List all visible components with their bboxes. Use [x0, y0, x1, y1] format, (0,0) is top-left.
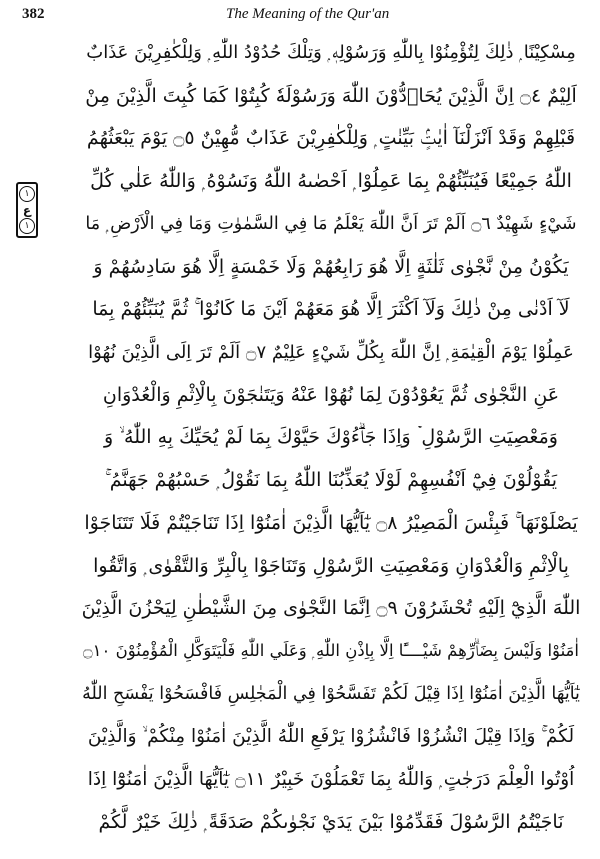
- marker-bottom: ١: [19, 218, 35, 234]
- marker-top: ١: [19, 186, 35, 202]
- text-line: يَقُوْلُوْنَ فِيْٓ اَنْفُسِهِمْ لَوْلَا يُعَذِّبُنَا اللّٰهُ بِمَا نَقُوْلُ ۭ حَسْبُهُمْ جَهَنَّمُ ۚ: [104, 469, 558, 492]
- text-line: قَبْلِهِمْ وَقَدْ اَنْزَلْنَآ اٰيٰتٍۢ بَيِّنٰتٍ ۭ وَلِلْكٰفِرِيْنَ عَذَابٌ مُّهِيْنٌ ۝٥ يَوْمَ يَبْعَثُهُمُ: [86, 127, 576, 150]
- text-line: عَنِ النَّجْوٰى ثُمَّ يَعُوْدُوْنَ لِمَا نُهُوْا عَنْهُ وَيَتَنٰجَوْنَ بِالْاِثْمِ وَالْعُدْوَانِ: [102, 383, 560, 406]
- text-line: اٰمَنُوْا وَلَيْسَ بِضَاۗرِّهِمْ شَيْــــًٔا اِلَّا بِاِذْنِ اللّٰهِ ۭ وَعَلَي اللّٰهِ فَلْيَتَوَكَّلِ الْمُؤْمِنُوْنَ ۝١٠: [83, 641, 579, 661]
- text-line: بِالْاِثْمِ وَالْعُدْوَانِ وَمَعْصِيَتِ الرَّسُوْلِ وَتَنَاجَوْا بِالْبِرِّ وَالتَّقْوٰى ۭ وَاتَّقُوا: [93, 554, 569, 577]
- page-number: 382: [22, 6, 45, 22]
- text-line: شَيْءٍ شَهِيْدٌ ۝٦ اَلَمْ تَرَ اَنَّ اللّٰهَ يَعْلَمُ مَا فِي السَّمٰوٰتِ وَمَا فِي الْاَرْضِ ۭ مَا: [85, 213, 577, 234]
- text-line: وَمَعْصِيَتِ الرَّسُوْلِ ۡ وَاِذَا جَاۗءُوْكَ حَيَّوْكَ بِمَا لَمْ يُحَيِّكَ بِهِ اللّٰهُ ۙ وَ: [104, 426, 558, 449]
- text-line: يَصْلَوْنَهَا ۚ فَبِئْسَ الْمَصِيْرُ ۝٨ يٰٓاَيُّهَا الَّذِيْنَ اٰمَنُوْٓا اِذَا تَنَاجَيْتُمْ فَلَا تَتَنَاجَوْا: [84, 511, 578, 534]
- text-line: لَآ اَدْنٰى مِنْ ذٰلِكَ وَلَآ اَكْثَرَ اِلَّا هُوَ مَعَهُمْ اَيْنَ مَا كَانُوْا ۚ ثُمَّ يُنَبِّئُهُمْ بِمَا: [92, 298, 570, 321]
- text-line: يٰٓاَيُّهَا الَّذِيْنَ اٰمَنُوْٓا اِذَا قِيْلَ لَكُمْ تَفَسَّحُوْا فِي الْمَجٰلِسِ فَافْسَحُوْا يَفْسَحِ اللّٰهُ: [82, 683, 580, 704]
- text-line: مِسْكِيْنًا ۭ ذٰلِكَ لِتُؤْمِنُوْا بِاللّٰهِ وَرَسُوْلِهٖ ۭ وَتِلْكَ حُدُوْدُ اللّٰهِ ۭ وَلِلْكٰفِرِيْنَ عَذَابٌ: [86, 42, 576, 64]
- text-line: لَكُمْ ۚ وَاِذَا قِيْلَ انْشُزُوْا فَانْشُزُوْا يَرْفَعِ اللّٰهُ الَّذِيْنَ اٰمَنُوْا مِنْكُمْ ۙ وَالَّذِيْنَ: [87, 725, 575, 747]
- text-line: نَاجَيْتُمُ الرَّسُوْلَ فَقَدِّمُوْا بَيْنَ يَدَيْ نَجْوٰىكُمْ صَدَقَةً ۭ ذٰلِكَ خَيْرٌ لَّكُمْ: [98, 811, 564, 834]
- text-line: اُوْتُوا الْعِلْمَ دَرَجٰتٍ ۭ وَاللّٰهُ بِمَا تَعْمَلُوْنَ خَبِيْرٌ ۝١١ يٰٓاَيُّهَا الَّذِيْنَ اٰمَنُوْٓا اِذَا: [87, 768, 575, 790]
- arabic-text-block: [82, 32, 580, 844]
- text-line: اَلِيْمٌ ۝٤ اِنَّ الَّذِيْنَ يُحَاۗدُّوْنَ اللّٰهَ وَرَسُوْلَهٗ كُبِتُوْا كَمَا كُبِتَ الَّذِيْنَ مِنْ: [85, 84, 577, 107]
- text-line: اللّٰهُ جَمِيْعًا فَيُنَبِّئُهُمْ بِمَا عَمِلُوْا ۭ اَحْصٰىهُ اللّٰهُ وَنَسُوْهُ ۭ وَاللّٰهُ عَلٰي كُلِّ: [90, 170, 572, 193]
- text-line: اللّٰهَ الَّذِيْٓ اِلَيْهِ تُحْشَرُوْنَ ۝٩ اِنَّمَا النَّجْوٰى مِنَ الشَّيْطٰنِ لِيَحْزُنَ الَّذِيْنَ: [82, 597, 580, 620]
- text-line: عَمِلُوْا يَوْمَ الْقِيٰمَةِ ۭ اِنَّ اللّٰهَ بِكُلِّ شَيْءٍ عَلِيْمٌ ۝٧ اَلَمْ تَرَ اِلَى الَّذِيْنَ نُهُوْا: [88, 341, 574, 363]
- running-title: The Meaning of the Qur'an: [226, 6, 390, 22]
- text-line: يَكُوْنُ مِنْ نَّجْوٰى ثَلٰثَةٍ اِلَّا هُوَ رَابِعُهُمْ وَلَا خَمْسَةٍ اِلَّا هُوَ سَادِسُهُمْ وَ: [93, 255, 569, 278]
- marker-middle: ع: [22, 203, 32, 217]
- ruku-margin-marker: [16, 182, 38, 238]
